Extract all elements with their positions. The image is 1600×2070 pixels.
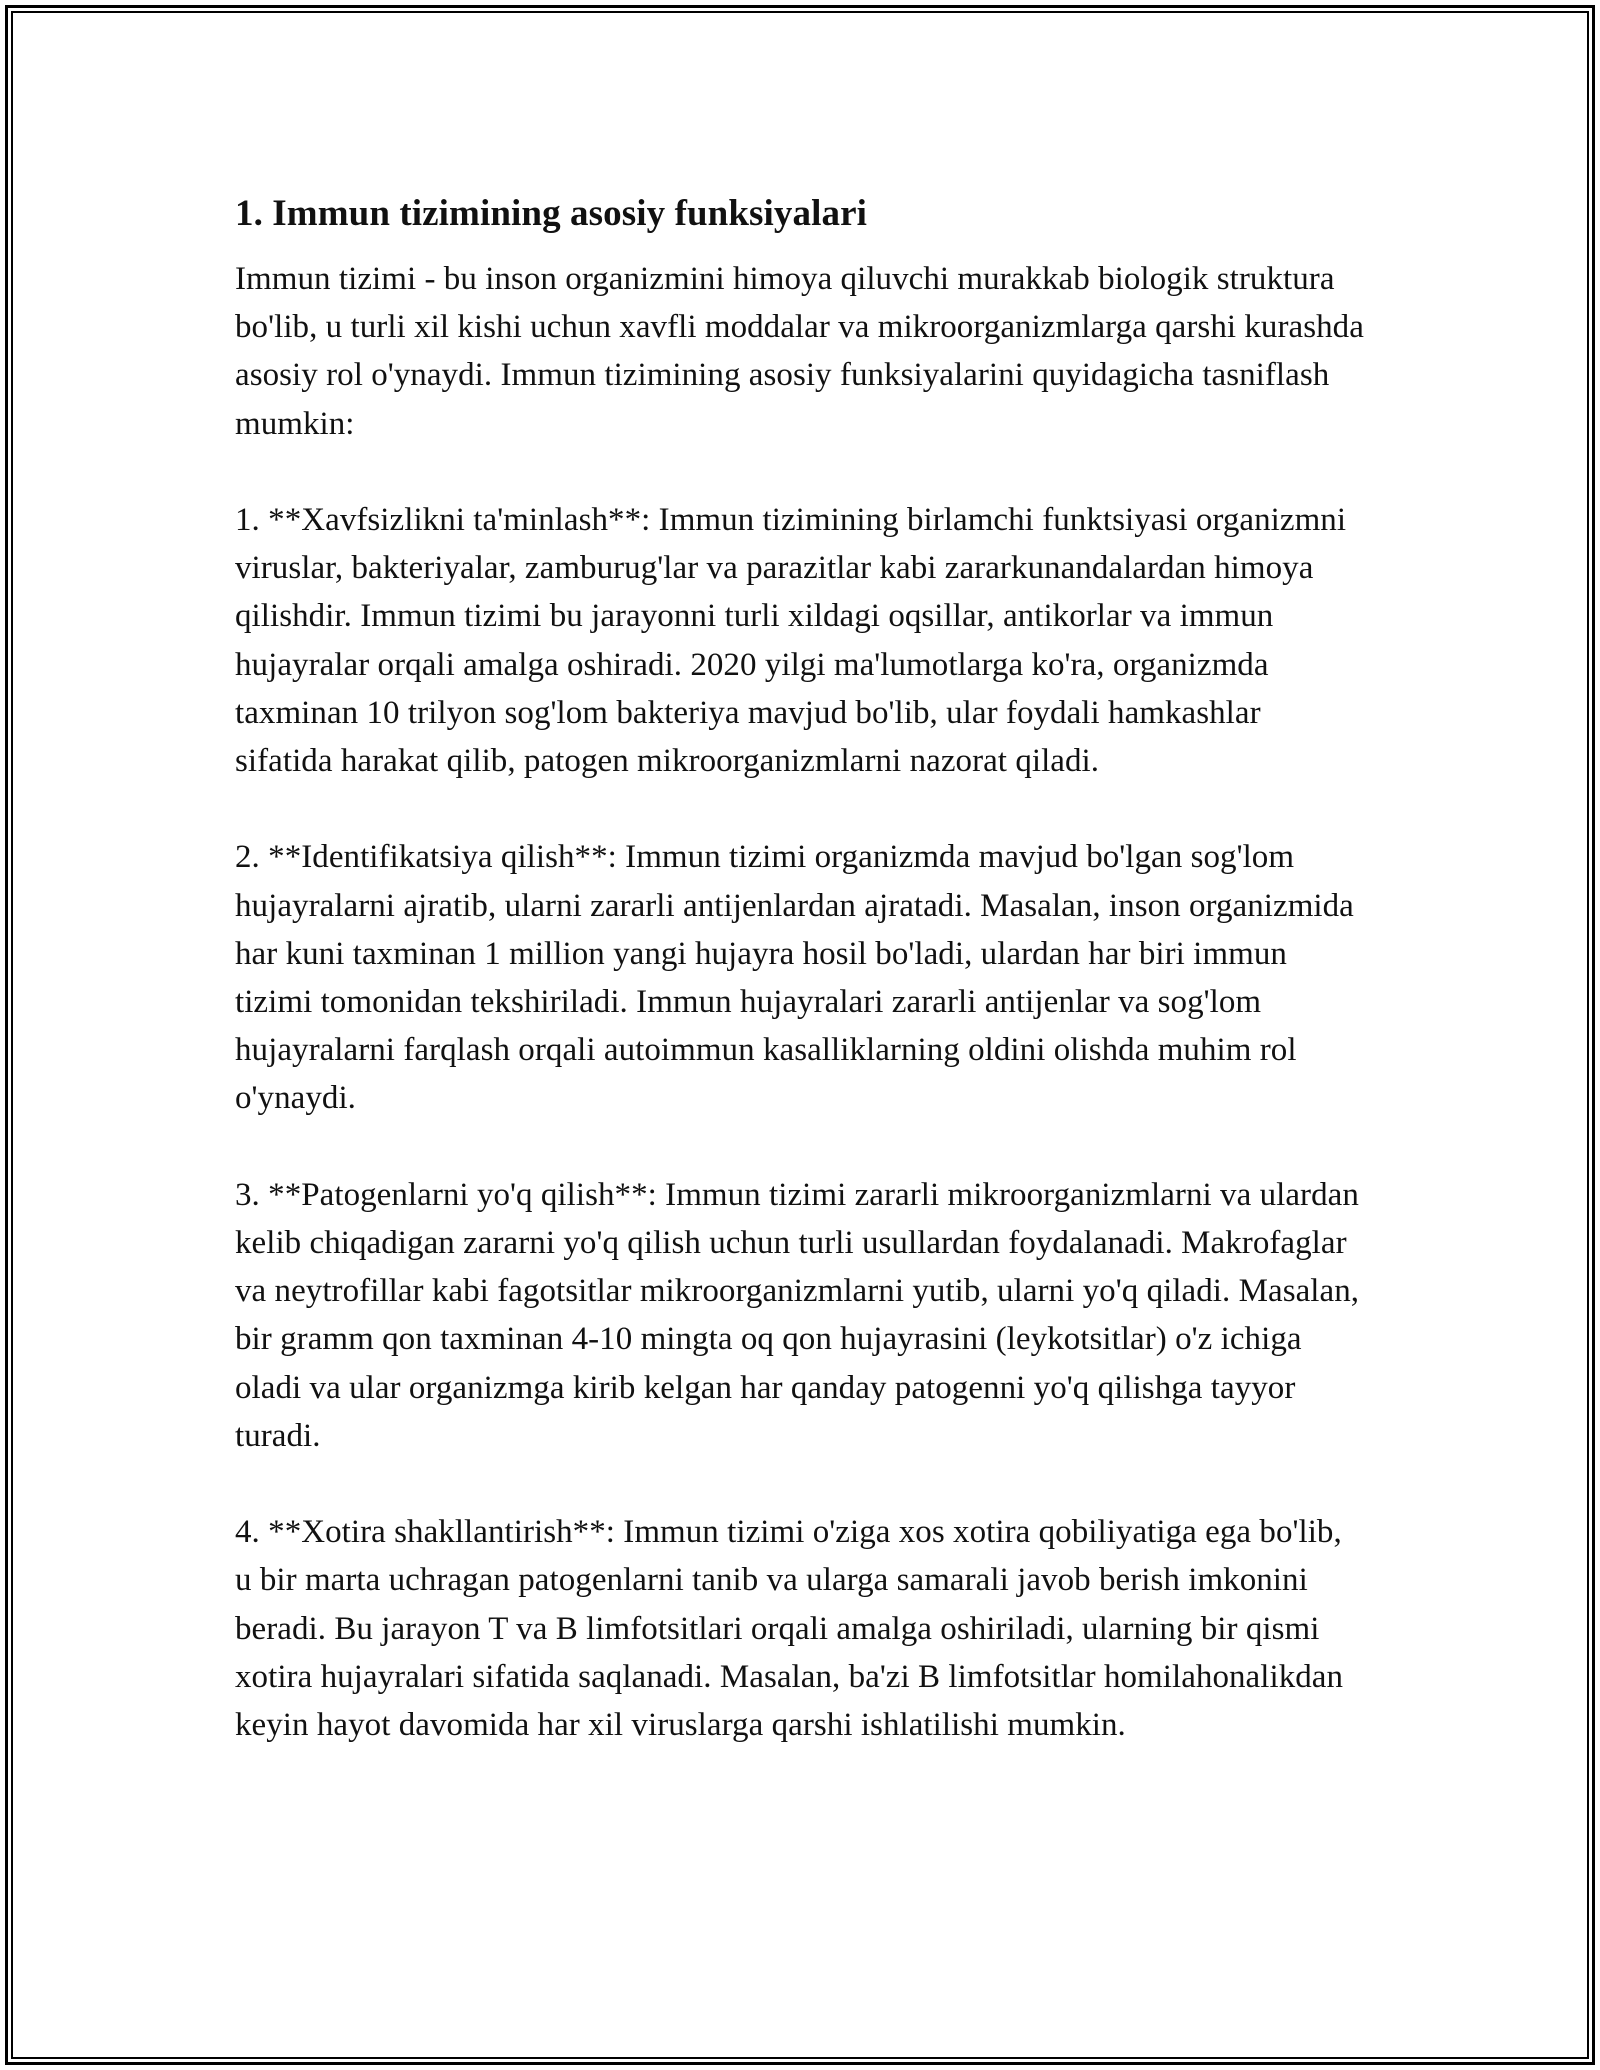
section-heading: 1. Immun tizimining asosiy funksiyalari [235, 193, 867, 234]
list-item-pathogen-elimination: 3. **Patogenlarni yo'q qilish**: Immun tizimi zararli mikroorganizmlarni va ulardan kelib chiqadigan zararni yo'q qilish uchun turli usullardan foydalanadi. Makrofaglar va neytrofillar kabi fagotsitlar mikroorganizmlarni yutib, ularni yo'q qiladi. Masalan, bir gramm qon taxminan 4-10 mingta oq qon hujayrasini (leykotsitlar) o'z ichiga oladi va ular organizmga kirib kelgan har qanday patogenni yo'q qilishga tayyor turadi. [235, 1176, 1360, 1454]
document-body [235, 185, 1365, 1749]
list-item-identification: 2. **Identifikatsiya qilish**: Immun tizimi organizmda mavjud bo'lgan sog'lom hujayralarni ajratib, ularni zararli antijenlardan ajratadi. Masalan, inson organizmida har kuni taxminan 1 million yangi hujayra hosil bo'ladi, ulardan har biri immun tizimi tomonidan tekshiriladi. Immun hujayralari zararli antijenlar va sog'lom hujayralarni farqlash orqali autoimmun kasalliklarning oldini olishda muhim rol o'ynaydi. [235, 839, 1354, 1117]
list-item-security: 1. **Xavfsizlikni ta'minlash**: Immun tizimining birlamchi funktsiyasi organizmni viruslar, bakteriyalar, zamburug'lar va parazitlar kabi zararkunandalardan himoya qilishdir. Immun tizimi bu jarayonni turli xildagi oqsillar, antikorlar va immun hujayralar orqali amalga oshiradi. 2020 yilgi ma'lumotlarga ko'ra, organizmda taxminan 10 trilyon sog'lom bakteriya mavjud bo'lib, ular foydali hamkashlar sifatida harakat qilib, patogen mikroorganizmlarni nazorat qiladi. [235, 502, 1347, 780]
intro-paragraph: Immun tizimi - bu inson organizmini himoya qiluvchi murakkab biologik struktura bo'lib, u turli xil kishi uchun xavfli moddalar va mikroorganizmlarga qarshi kurashda asosiy rol o'ynaydi. Immun tizimining asosiy funksiyalarini quyidagicha tasniflash mumkin: [235, 261, 1364, 442]
list-item-memory-formation: 4. **Xotira shakllantirish**: Immun tizimi o'ziga xos xotira qobiliyatiga ega bo'lib, u bir marta uchragan patogenlarni tanib va ularga samarali javob berish imkonini beradi. Bu jarayon T va B limfotsitlari orqali amalga oshiriladi, ularning bir qismi xotira hujayralari sifatida saqlanadi. Masalan, ba'zi B limfotsitlar homilahonalikdan keyin hayot davomida har xil viruslarga qarshi ishlatilishi mumkin. [235, 1514, 1344, 1744]
